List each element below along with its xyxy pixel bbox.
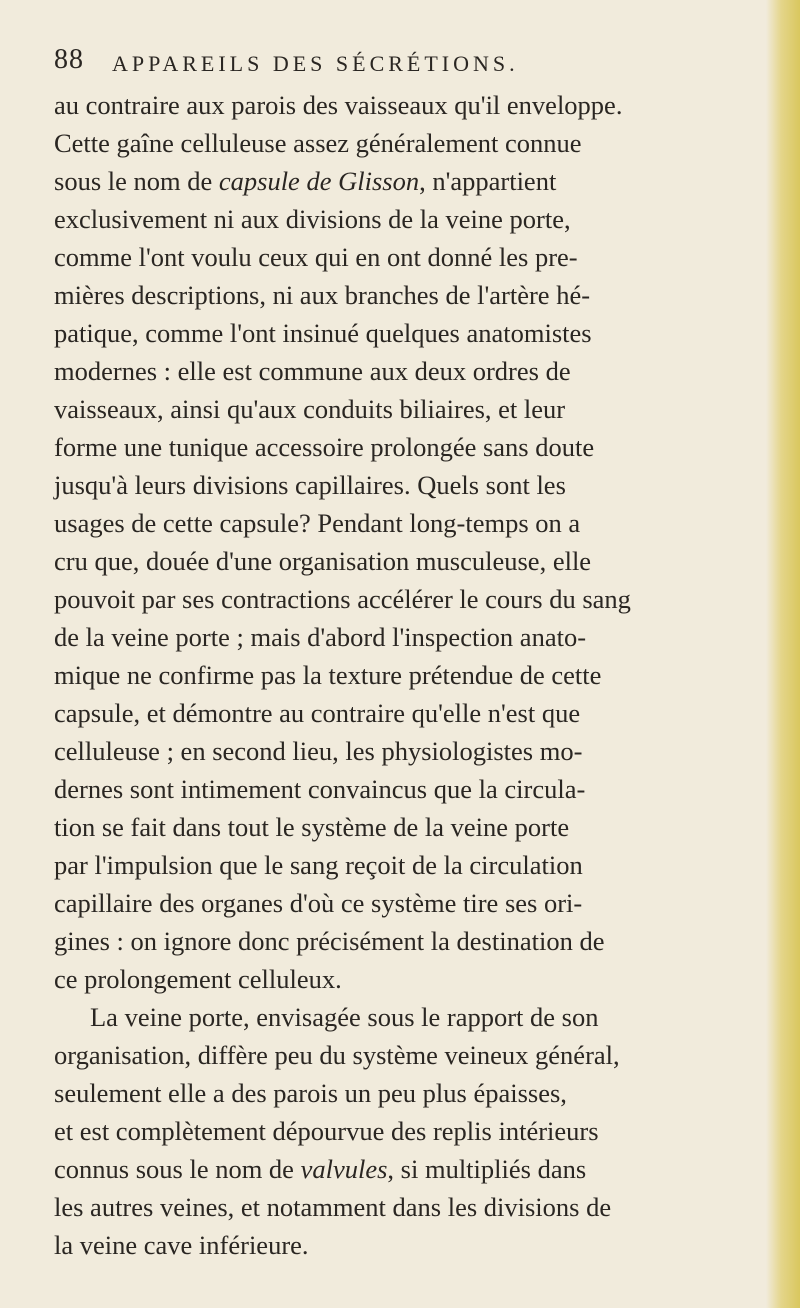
text-line: tion se fait dans tout le système de la veine porte (54, 812, 570, 842)
text-line: capsule, et démontre au contraire qu'elle n'est que (54, 698, 581, 728)
italic-term: capsule de Glisson (218, 166, 420, 196)
text-line: au contraire aux parois des vaisseaux qu'il enveloppe. (54, 90, 623, 120)
body-text (54, 86, 766, 1264)
text-line: mique ne confirme pas la texture prétendue de cette (54, 660, 602, 690)
text-line: jusqu'à leurs divisions capillaires. Quels sont les (54, 470, 566, 500)
text-line: seulement elle a des parois un peu plus épaisses, (54, 1078, 567, 1108)
text-line: Cette gaîne celluleuse assez généralement connue (54, 128, 582, 158)
text-line: vaisseaux, ainsi qu'aux conduits biliaires, et leur (54, 394, 566, 424)
text-line: les autres veines, et notamment dans les divisions de (54, 1192, 612, 1222)
text-line: et est complètement dépourvue des replis intérieurs (54, 1116, 599, 1146)
text-line: usages de cette capsule? Pendant long-temps on a (54, 508, 581, 538)
italic-term: valvules (300, 1154, 388, 1184)
text-line: celluleuse ; en second lieu, les physiologistes mo- (54, 736, 583, 766)
text-line: comme l'ont voulu ceux qui en ont donné les pre- (54, 242, 578, 272)
text-line: pouvoit par ses contractions accélérer le cours du sang (54, 584, 631, 614)
text-line: forme une tunique accessoire prolongée sans doute (54, 432, 595, 462)
text-line: connus sous le nom de valvules, si multipliés dans (54, 1154, 587, 1184)
running-head: APPAREILS DES SÉCRÉTIONS. (112, 51, 519, 76)
page-number: 88 (54, 44, 84, 75)
text-line: mières descriptions, ni aux branches de l'artère hé- (54, 280, 591, 310)
text-line: cru que, douée d'une organisation musculeuse, elle (54, 546, 592, 576)
text-line: exclusivement ni aux divisions de la veine porte, (54, 204, 571, 234)
text-line: de la veine porte ; mais d'abord l'inspection anato- (54, 622, 587, 652)
text-line: capillaire des organes d'où ce système tire ses ori- (54, 888, 583, 918)
text-line: ce prolongement celluleux. (54, 964, 342, 994)
text-line: modernes : elle est commune aux deux ordres de (54, 356, 571, 386)
text-line: patique, comme l'ont insinué quelques anatomistes (54, 318, 592, 348)
text-line: organisation, diffère peu du système veineux général, (54, 1040, 620, 1070)
text-line: sous le nom de capsule de Glisson, n'appartient (54, 166, 557, 196)
page-edge-shading (766, 0, 800, 1308)
text-line: la veine cave inférieure. (54, 1230, 309, 1260)
paragraph-start-line: La veine porte, envisagée sous le rapport de son (90, 1002, 599, 1032)
text-line: gines : on ignore donc précisément la destination de (54, 926, 605, 956)
text-line: dernes sont intimement convaincus que la circula- (54, 774, 586, 804)
text-line: par l'impulsion que le sang reçoit de la circulation (54, 850, 583, 880)
